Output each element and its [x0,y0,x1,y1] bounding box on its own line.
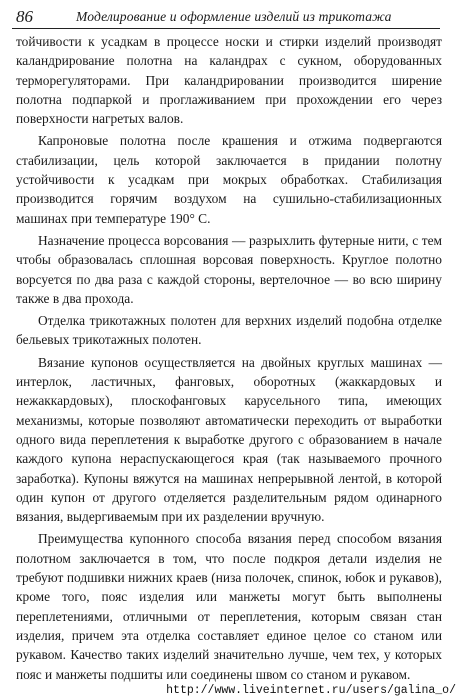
paragraph-coupon-knitting: Вязание купонов осуществляется на двойных круглых машинах — интерлок, ластичных, фанговых, оборотных (жаккардовых и нежаккардовых), плоскофанговых карусельного типа, имеющих механизмы, которые позволяют автоматически переходить от выработки одного вида переплетения к выработке другого с образованием в начале каждого купона нераспускающегося края (так называемого прочного заработка). Купоны вяжутся на машинах непрерывной лентой, в которой один купон от другого отделяется разделительным рядом одинарного вязания, выдергиваемым при их разделении вручную. [16,354,442,525]
running-header [12,6,440,29]
paragraph-napping: Назначение процесса ворсования — разрыхлить футерные нити, с тем чтобы образовалась сплошная ворсовая поверхность. Круглое полотно ворсуется по два раза с каждой стороны, вертелочное — во всю ширину также в два прохода. [16,232,442,306]
page-number: 86 [16,7,33,26]
body-text [16,32,442,684]
paragraph-coupon-advantages: Преимущества купонного способа вязания перед способом вязания полотном заключается в том, что после подкроя детали изделия не требуют подшивки нижних краев (низа полочек, спинок, юбок и рукавов), кроме того, пояс изделия или манжеты могут быть выполнены переплетениями, отличными от переплетения, которым связан стан изделия, причем эта отделка составляет единое целое со станом или рукавом. Качество таких изделий значительно лучше, чем тех, у которых пояс и манжеты подшиты или соединены швом со станом и рукавом. [16,531,442,682]
paragraph-outerwear-finishing: Отделка трикотажных полотен для верхних изделий подобна отделке бельевых трикотажных полотен. [16,313,442,348]
paragraph-calendering: тойчивости к усадкам в процессе носки и стирки изделий производят каландрирование полотна на каландрах с сукном, оборудованных терморегуляторами. При каландрировании производится ширение полотна подпаркой и проглаживанием при прохождении его через поверхности нагретых валов. [16,34,442,127]
running-title: Моделирование и оформление изделий из трикотажа [76,9,392,24]
paragraph-stabilization: Капроновые полотна после крашения и отжима подвергаются стабилизации, цель которой заключается в придании полотну устойчивости к усадкам при мокрых обработках. Стабилизация производится горячим воздухом на сушильно-стабилизационных машинах при температуре 190° С. [16,133,442,226]
source-watermark-link[interactable]: http://www.liveinternet.ru/users/galina_o/ [166,684,456,697]
